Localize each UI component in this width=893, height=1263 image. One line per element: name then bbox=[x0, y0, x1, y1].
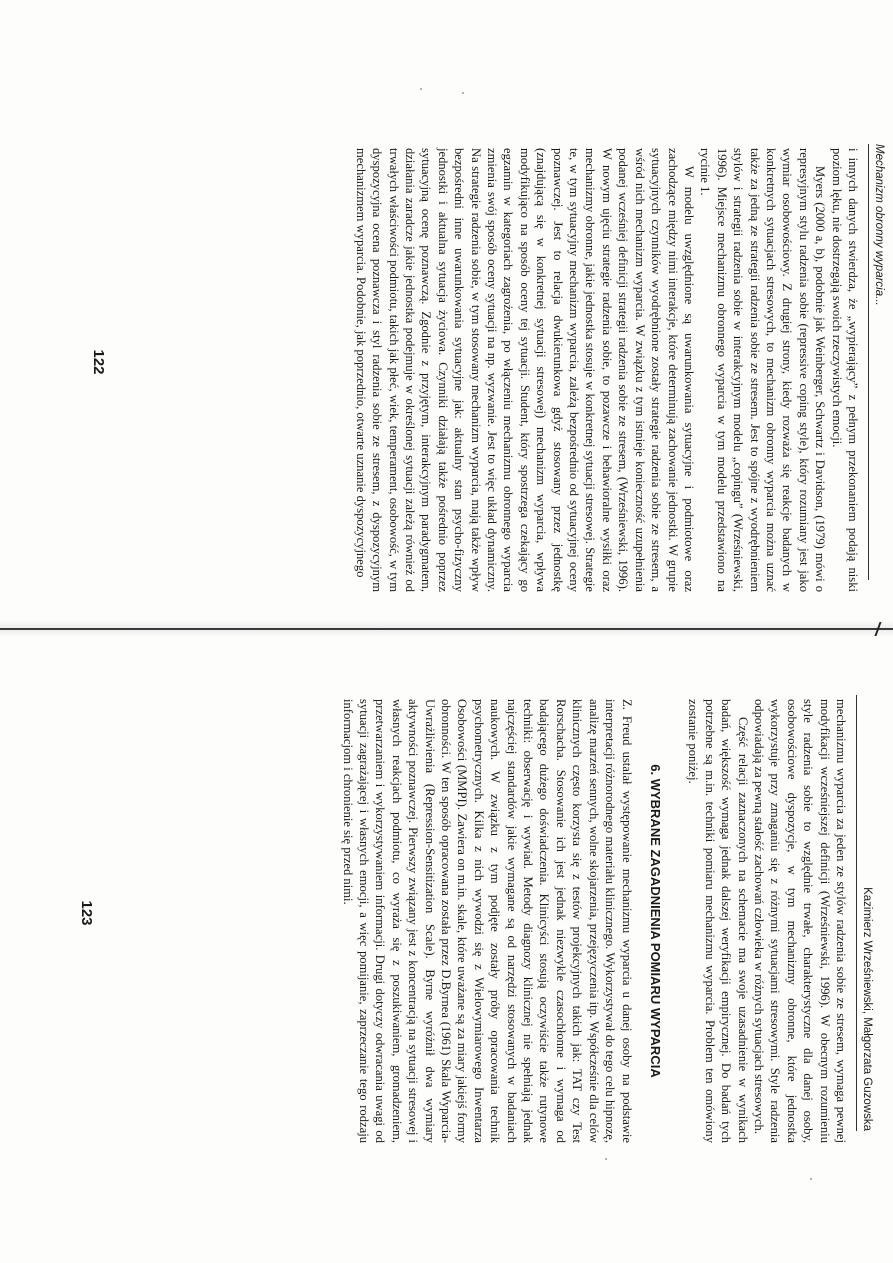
page-body bbox=[339, 699, 849, 1143]
running-header: Mechanizm obronny wyparcia... bbox=[868, 144, 887, 580]
paragraph: mechanizmu wyparcia za jeden ze stylów radzenia sobie ze stresem, wymaga pewnej modyfikacji wcześniejszej definicji (Wrześniewski, 1996). W obecnym rozumieniu style radzenia sobie to względnie trwałe, charakterystyczne dla danej osoby, osobowościowe dyspozycje, w tym mechanizmy obronne, które jednostka wykorzystuje przy zmaganiu się z różnymi sytuacjami stresowymi. Style radzenia odpowiadają za pewną stałość zachowań człowieka w różnych sytuacjach stresowych. bbox=[751, 699, 848, 1143]
book-gutter bbox=[0, 628, 893, 630]
paragraph: Część relacji zaznaczonych na schemacie ma swoje uzasadnienie w wynikach badań, większość wymaga jednak dalszej weryfikacji empirycznej. Do badań tych potrzebne są m.in. techniki pomiaru mechanizmu wyparcia. Problem ten omówiony zostanie poniżej. bbox=[686, 699, 750, 1143]
paragraph: Z. Freud ustalał występowanie mechanizmu wyparcia u danej osoby na podstawie interpretacji różnorodnego materiału klinicznego. Wykorzystywał do tego celu hipnozę, analizę marzeń sennych, wolne skojarzenia, przejęzyczenia itp. Współcześnie dla celów klinicznych często korzysta się z testów projekcyjnych takich jak: TAT czy Test Rorschacha. Stosowanie ich jest jednak niezwykle czasochłonne i wymaga od badającego dużego doświadczenia. Klinicyści stosują oczywiście także rutynowe techniki: obserwację i wywiad. Metody diagnozy klinicznej nie spełniają jednak najczęściej standardów jakie wymagane są od narzędzi stosowanych w badaniach naukowych. W związku z tym podjęte zostały próby opracowania technik psychometrycznych. Kilka z nich wywodzi się z Wielowymiarowego Inwentarza Osobowości (MMPI). Zawiera on m.in. skale, które uważane są za miary jakiejś formy obronności. W ten sposób opracowana została przez D.Byrnea (1961) Skala Wyparcia-Uwrażliwienia (Repression-Sensitization Scale). Byrne wyróżnił dwa wymiary aktywności poznawczej. Pierwszy związany jest z koncentracją na sytuacji stresowej i własnych reakcjach podmiotu, co wyraża się z poszukiwaniem, gromadzeniem, przetwarzaniem i wykorzystywaniem informacji. Drugi dotyczy odwracania uwagi od sytuacji zagrażającej i własnych emocji, a więc pomijanie, zaprzeczanie tego rodzaju informacjom i chronienie się przed nimi. bbox=[340, 699, 634, 1143]
scan-speck bbox=[810, 1178, 812, 1180]
paragraph: i innych danych stwierdza, że „wypierający” z pełnym przekonaniem podają niski poziom lęku, nie dostrzegają swoich rzeczywistych emocji. bbox=[829, 148, 860, 592]
page-number: 123 bbox=[78, 900, 95, 926]
section-heading: 6. WYBRANE ZAGADNIENIA POMIARU WYPARCIA bbox=[647, 764, 663, 1078]
scan-speck bbox=[420, 88, 422, 90]
page-123 bbox=[0, 665, 875, 1161]
paragraph: W modelu uwzględnione są uwarunkowania sytuacyjne i podmiotowe oraz zachodzące między nimi interakcje, które determinują zachowanie jednostki. W grupie sytuacyjnych czynników wyodrębnione zostały strategie radzenia sobie ze stresem, a wśród nich mechanizm wyparcia. W związku z tym istnieje konieczność uzupełnienia podanej wcześniej definicji strategii radzenia sobie ze stresem, (Wrześniewski, 1996). W nowym ujęciu strategie radzenia sobie, to pozawcze i behawioralne wysiłki oraz mechanizmy obronne, jakie jednostka stosuje w konkretnej sytuacji stresowej. Strategie te, w tym sytuacyjny mechanizm wyparcia, zależą bezpośrednio od sytuacyjnej oceny poznawczej. Jest to relacja dwukierunkowa gdyż stosowany przez jednostkę (znajdującą się w konkretnej sytuacji stresowej) mechanizm wyparcia, wpływa modyfikująco na sposób oceny tej sytuacji. Student, który spostrzega czekający go egzamin w kategoriach zagrożenia, po włączeniu mechanizmu obronnego wyparcia zmienia swój sposób oceny sytuacji na np. wyzwanie. Jest to więc układ dynamiczny. Na strategie radzenia sobie, w tym stosowany mechanizm wyparcia, mają także wpływ bezpośredni inne uwarunkowania sytuacyjne jak: aktualny stan psycho-fizyczny jednostki i aktualna sytuacja życiowa. Czynniki działają także pośrednio poprzez sytuacyjną ocenę poznawczą. Zgodnie z przyjętym, interakcyjnym paradygmatem, działania zaradcze jakie jednostka podejmuje w określonej sytuacji zależą również od trwałych właściwości podmiotu, takich jak płeć, wiek, temperament, osobowość, w tym dyspozycyjna ocena poznawcza i styl radzenia sobie ze stresem, z dyspozycyjnym mechanizmem wyparcia. Podobnie, jak poprzednio, otwarte uznanie dyspozycyjnego bbox=[353, 148, 696, 592]
page-number: 122 bbox=[90, 349, 107, 375]
scan-speck bbox=[462, 92, 464, 94]
page-body bbox=[352, 148, 861, 592]
page-122 bbox=[0, 114, 887, 610]
paragraph: Myers (2000 a, b), podobnie jak Weinberger, Schwartz i Davidson, (1979) mówi o represyjnym stylu radzenia sobie (repressive coping style), który rozumiany jest jako wymiar osobowościowy. Z drugiej strony, kiedy rozważa się reakcje badanych w konkretnych sytuacjach stresowych, to mechanizm obronny wyparcia można uznać także za jedną ze strategii radzenia sobie ze stresem. Jest to spójne z wyodrębnieniem stylów i strategii radzenia sobie w interakcyjnym modelu „copingu” (Wrześniewski, 1996). Miejsce mechanizmu obronnego wyparcia w tym modelu przedstawiono na rycinie 1. bbox=[698, 148, 828, 592]
running-header: Kazimierz Wrześniewski, Małgorzata Guzowska bbox=[856, 695, 875, 1131]
